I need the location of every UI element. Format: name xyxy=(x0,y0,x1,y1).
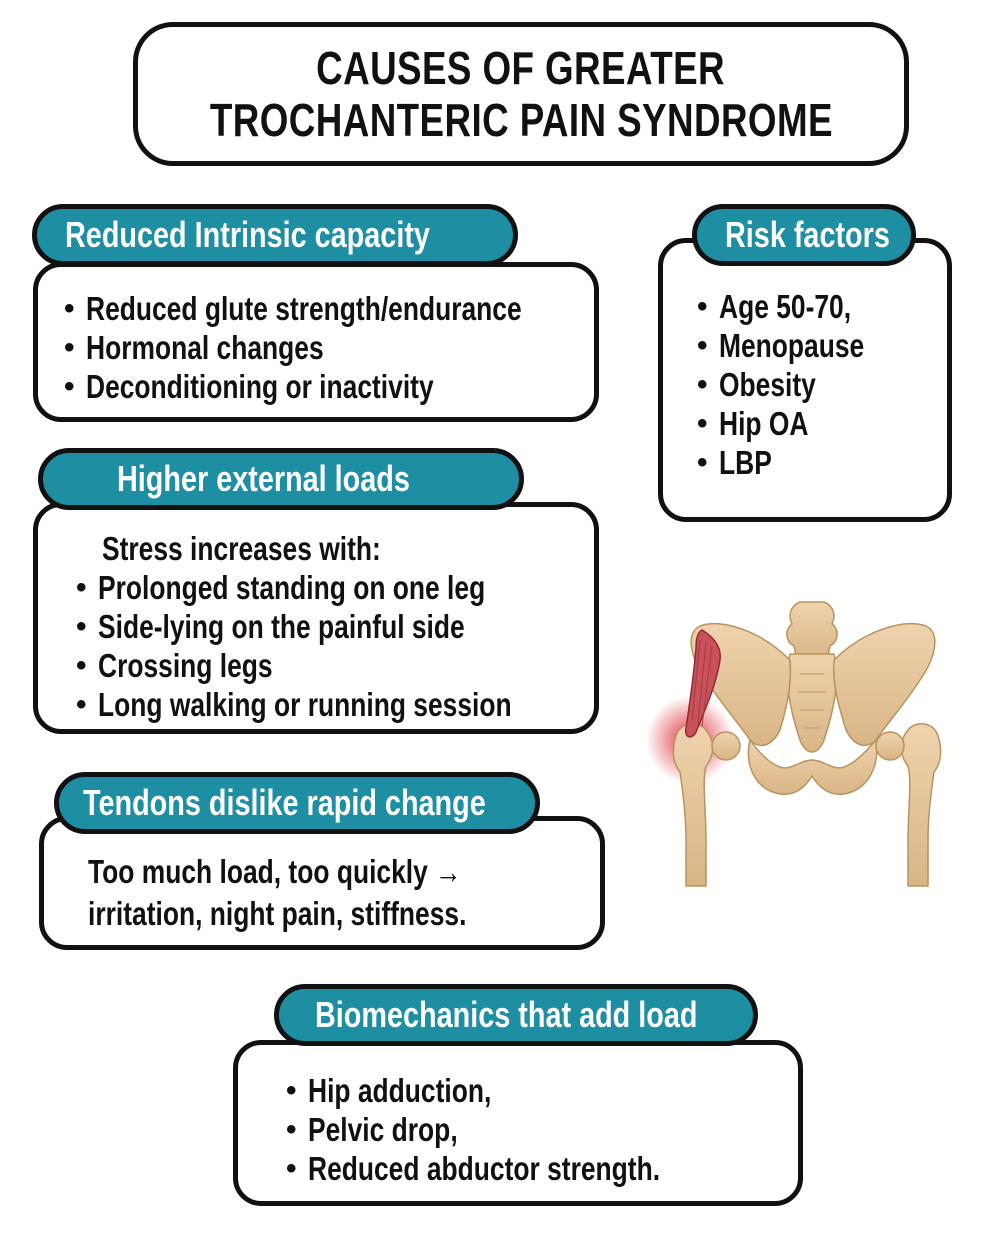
list-item xyxy=(76,568,615,607)
external-list xyxy=(76,568,615,724)
list-item xyxy=(64,328,631,367)
bullet: • xyxy=(697,367,708,401)
bullet: • xyxy=(286,1073,297,1107)
biomech-heading-text: Biomechanics that add load xyxy=(315,994,698,1035)
list-item xyxy=(286,1110,748,1149)
intrinsic-heading xyxy=(32,204,518,266)
list-item xyxy=(697,287,901,326)
list-item-text: Pelvic drop, xyxy=(308,1110,458,1148)
bullet: • xyxy=(76,609,87,643)
bullet: • xyxy=(64,369,75,403)
list-item-text: Long walking or running session xyxy=(98,685,512,723)
list-item xyxy=(286,1071,748,1110)
list-item-text: Reduced abductor strength. xyxy=(308,1149,661,1187)
tendons-box xyxy=(39,816,605,950)
list-item xyxy=(697,443,901,482)
tendons-heading-text: Tendons dislike rapid change xyxy=(83,782,486,823)
tendons-line-2: irritation, night pain, stiffness. xyxy=(88,895,467,932)
list-item xyxy=(76,646,615,685)
list-item-text: Prolonged standing on one leg xyxy=(98,568,486,606)
external-intro xyxy=(102,529,451,568)
bullet: • xyxy=(76,648,87,682)
bullet: • xyxy=(76,570,87,604)
list-item xyxy=(697,404,901,443)
intrinsic-list xyxy=(64,289,631,406)
pelvis-illustration xyxy=(640,590,970,900)
external-intro-text: Stress increases with: xyxy=(102,529,381,567)
list-item xyxy=(697,326,901,365)
list-item xyxy=(76,607,615,646)
title-line-2: TROCHANTERIC PAIN SYNDROME xyxy=(209,94,833,146)
list-item xyxy=(64,367,631,406)
list-item-text: Menopause xyxy=(719,326,865,364)
bullet: • xyxy=(76,687,87,721)
bullet: • xyxy=(64,291,75,325)
list-item xyxy=(697,365,901,404)
tendons-line-1: Too much load, too quickly → xyxy=(88,853,462,890)
list-item-text: Age 50-70, xyxy=(719,287,852,325)
risk-list xyxy=(697,287,901,482)
tendons-heading xyxy=(54,772,540,834)
biomech-box xyxy=(233,1040,803,1206)
list-item xyxy=(64,289,631,328)
list-item-text: Crossing legs xyxy=(98,646,273,684)
bullet: • xyxy=(697,289,708,323)
list-item xyxy=(76,685,615,724)
biomech-heading xyxy=(274,984,758,1046)
list-item-text: Hip OA xyxy=(719,404,809,442)
title-line-1: CAUSES OF GREATER xyxy=(316,42,726,94)
list-item-text: Hip adduction, xyxy=(308,1071,492,1109)
list-item-text: Reduced glute strength/endurance xyxy=(86,289,522,327)
list-item-text: Hormonal changes xyxy=(86,328,324,366)
list-item-text: Obesity xyxy=(719,365,816,403)
bullet: • xyxy=(697,445,708,479)
bullet: • xyxy=(286,1151,297,1185)
risk-heading xyxy=(692,204,916,266)
bullet: • xyxy=(697,406,708,440)
risk-heading-text: Risk factors xyxy=(725,214,890,255)
list-item-text: Side-lying on the painful side xyxy=(98,607,465,645)
intrinsic-heading-text: Reduced Intrinsic capacity xyxy=(65,214,430,255)
bullet: • xyxy=(286,1112,297,1146)
external-heading-text: Higher external loads xyxy=(117,458,410,499)
external-box xyxy=(33,502,599,734)
risk-box xyxy=(658,238,952,522)
tendons-text xyxy=(88,851,561,935)
title-box xyxy=(133,22,909,166)
list-item-text: LBP xyxy=(719,443,772,481)
list-item-text: Deconditioning or inactivity xyxy=(86,367,434,405)
bullet: • xyxy=(697,328,708,362)
biomech-list xyxy=(286,1071,748,1188)
list-item xyxy=(286,1149,748,1188)
external-heading xyxy=(38,448,524,510)
bullet: • xyxy=(64,330,75,364)
intrinsic-box xyxy=(33,262,599,422)
